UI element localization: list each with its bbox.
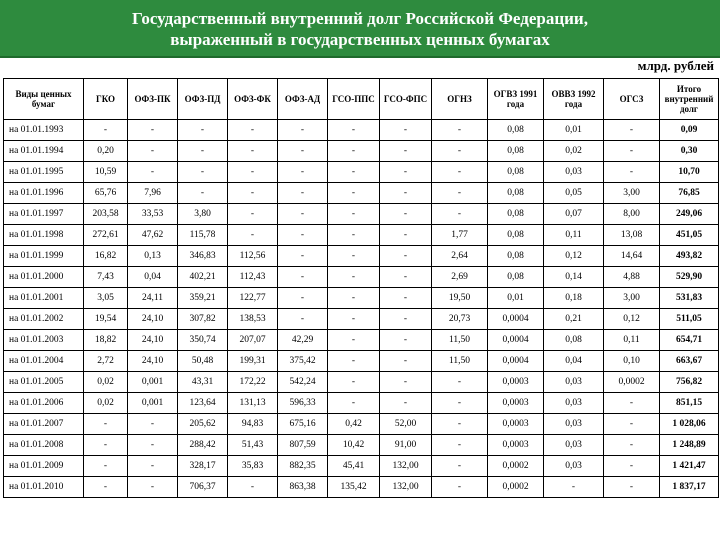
- table-row: [4, 372, 719, 393]
- row-total: 531,83: [660, 288, 719, 309]
- table-cell: 3,00: [604, 288, 660, 309]
- row-date: на 01.01.1993: [4, 120, 84, 141]
- table-row: [4, 267, 719, 288]
- table-cell: 42,29: [278, 330, 328, 351]
- table-cell: 1,77: [432, 225, 488, 246]
- table-row: [4, 141, 719, 162]
- table-cell: -: [128, 435, 178, 456]
- table-cell: -: [328, 246, 380, 267]
- row-date: на 01.01.2003: [4, 330, 84, 351]
- table-body: [4, 120, 719, 498]
- table-cell: 542,24: [278, 372, 328, 393]
- row-total: 76,85: [660, 183, 719, 204]
- table-cell: 0,03: [544, 393, 604, 414]
- table-cell: 24,10: [128, 351, 178, 372]
- table-cell: 0,04: [544, 351, 604, 372]
- table-cell: 4,88: [604, 267, 660, 288]
- table-cell: 94,83: [228, 414, 278, 435]
- table-cell: -: [328, 288, 380, 309]
- table-cell: 328,17: [178, 456, 228, 477]
- table-cell: -: [328, 372, 380, 393]
- table-row: [4, 309, 719, 330]
- column-header: Итого внутренний долг: [660, 79, 719, 120]
- table-cell: -: [328, 225, 380, 246]
- table-cell: 3,00: [604, 183, 660, 204]
- table-cell: -: [380, 393, 432, 414]
- row-date: на 01.01.1999: [4, 246, 84, 267]
- table-cell: 0,0003: [488, 414, 544, 435]
- table-cell: 0,001: [128, 393, 178, 414]
- table-row: [4, 162, 719, 183]
- table-cell: 0,01: [544, 120, 604, 141]
- table-cell: -: [178, 162, 228, 183]
- table-cell: -: [328, 267, 380, 288]
- column-header: ОФЗ-АД: [278, 79, 328, 120]
- row-total: 0,09: [660, 120, 719, 141]
- row-date: на 01.01.2004: [4, 351, 84, 372]
- table-cell: -: [432, 162, 488, 183]
- table-cell: -: [84, 120, 128, 141]
- table-cell: -: [278, 204, 328, 225]
- table-cell: 0,02: [84, 393, 128, 414]
- column-header: ОГСЗ: [604, 79, 660, 120]
- table-cell: 0,08: [488, 225, 544, 246]
- table-cell: -: [380, 183, 432, 204]
- table-cell: -: [328, 120, 380, 141]
- table-cell: 205,62: [178, 414, 228, 435]
- table-row: [4, 330, 719, 351]
- table-cell: -: [328, 162, 380, 183]
- units-label: млрд. рублей: [637, 58, 714, 73]
- table-cell: 24,10: [128, 309, 178, 330]
- table-cell: 11,50: [432, 330, 488, 351]
- table-cell: 135,42: [328, 477, 380, 498]
- table-cell: 11,50: [432, 351, 488, 372]
- table-cell: -: [432, 477, 488, 498]
- table-cell: -: [604, 120, 660, 141]
- table-cell: 0,0002: [488, 456, 544, 477]
- table-row: [4, 204, 719, 225]
- row-total: 1 421,47: [660, 456, 719, 477]
- column-header: ГСО-ППС: [328, 79, 380, 120]
- table-row: [4, 183, 719, 204]
- table-cell: -: [228, 162, 278, 183]
- table-cell: -: [178, 120, 228, 141]
- table-cell: 203,58: [84, 204, 128, 225]
- table-cell: -: [278, 309, 328, 330]
- table-cell: 807,59: [278, 435, 328, 456]
- row-total: 1 837,17: [660, 477, 719, 498]
- table-cell: 35,83: [228, 456, 278, 477]
- row-total: 493,82: [660, 246, 719, 267]
- table-cell: 3,80: [178, 204, 228, 225]
- table-cell: 0,02: [84, 372, 128, 393]
- table-cell: 0,03: [544, 372, 604, 393]
- table-row: [4, 120, 719, 141]
- table-cell: -: [278, 183, 328, 204]
- table-cell: -: [604, 393, 660, 414]
- title-line-2: выраженный в государственных ценных бумагах: [170, 30, 550, 49]
- table-cell: -: [380, 330, 432, 351]
- column-header: ОФЗ-ПК: [128, 79, 178, 120]
- table-cell: 0,08: [488, 267, 544, 288]
- table-cell: -: [228, 225, 278, 246]
- table-cell: 0,02: [544, 141, 604, 162]
- row-total: 1 248,89: [660, 435, 719, 456]
- table-cell: 19,54: [84, 309, 128, 330]
- table-cell: -: [432, 435, 488, 456]
- table-row: [4, 246, 719, 267]
- table-cell: 0,0003: [488, 393, 544, 414]
- table-cell: 50,48: [178, 351, 228, 372]
- table-cell: 43,31: [178, 372, 228, 393]
- column-header: ОГНЗ: [432, 79, 488, 120]
- column-header: ОФЗ-ФК: [228, 79, 278, 120]
- table-cell: -: [328, 393, 380, 414]
- table-cell: 0,08: [488, 246, 544, 267]
- table-row: [4, 393, 719, 414]
- table-cell: 0,0002: [604, 372, 660, 393]
- table-cell: -: [328, 141, 380, 162]
- table-cell: 0,0004: [488, 351, 544, 372]
- table-cell: 0,42: [328, 414, 380, 435]
- table-cell: 123,64: [178, 393, 228, 414]
- table-cell: 138,53: [228, 309, 278, 330]
- row-date: на 01.01.2002: [4, 309, 84, 330]
- table-cell: 0,001: [128, 372, 178, 393]
- table-cell: -: [432, 120, 488, 141]
- table-row: [4, 288, 719, 309]
- row-date: на 01.01.2006: [4, 393, 84, 414]
- row-date: на 01.01.2005: [4, 372, 84, 393]
- table-cell: -: [380, 141, 432, 162]
- table-cell: -: [278, 246, 328, 267]
- table-cell: -: [228, 183, 278, 204]
- table-cell: -: [128, 162, 178, 183]
- table-cell: -: [432, 456, 488, 477]
- table-cell: -: [380, 204, 432, 225]
- table-cell: -: [604, 435, 660, 456]
- row-date: на 01.01.2001: [4, 288, 84, 309]
- table-cell: 24,10: [128, 330, 178, 351]
- row-date: на 01.01.1996: [4, 183, 84, 204]
- table-cell: -: [432, 183, 488, 204]
- table-cell: 0,11: [544, 225, 604, 246]
- row-total: 451,05: [660, 225, 719, 246]
- title-banner: [0, 0, 720, 58]
- table-cell: -: [128, 414, 178, 435]
- row-total: 756,82: [660, 372, 719, 393]
- table-cell: -: [84, 414, 128, 435]
- table-cell: 2,72: [84, 351, 128, 372]
- table-cell: 172,22: [228, 372, 278, 393]
- table-cell: -: [604, 141, 660, 162]
- table-cell: 0,08: [488, 162, 544, 183]
- table-cell: 596,33: [278, 393, 328, 414]
- table-cell: -: [432, 414, 488, 435]
- header-row: [4, 79, 719, 120]
- table-cell: 0,14: [544, 267, 604, 288]
- table-cell: 24,11: [128, 288, 178, 309]
- table-cell: 0,01: [488, 288, 544, 309]
- row-total: 511,05: [660, 309, 719, 330]
- table-cell: 0,10: [604, 351, 660, 372]
- table-cell: 65,76: [84, 183, 128, 204]
- table-cell: 112,56: [228, 246, 278, 267]
- table-cell: 0,08: [488, 120, 544, 141]
- table-cell: 0,0002: [488, 477, 544, 498]
- table-cell: 10,59: [84, 162, 128, 183]
- table-cell: -: [228, 477, 278, 498]
- table-row: [4, 351, 719, 372]
- table-cell: -: [128, 477, 178, 498]
- table-cell: 0,20: [84, 141, 128, 162]
- column-header: ОФЗ-ПД: [178, 79, 228, 120]
- table-row: [4, 435, 719, 456]
- table-cell: -: [178, 183, 228, 204]
- table-cell: 112,43: [228, 267, 278, 288]
- table-cell: 882,35: [278, 456, 328, 477]
- row-total: 663,67: [660, 351, 719, 372]
- title-line-1: Государственный внутренний долг Российской Федерации,: [132, 9, 588, 28]
- table-cell: 0,08: [488, 183, 544, 204]
- table-cell: 7,43: [84, 267, 128, 288]
- row-date: на 01.01.2008: [4, 435, 84, 456]
- table-cell: -: [278, 141, 328, 162]
- column-header: ОГВЗ 1991 года: [488, 79, 544, 120]
- table-cell: -: [380, 246, 432, 267]
- table-cell: -: [380, 225, 432, 246]
- table-cell: 199,31: [228, 351, 278, 372]
- debt-table: [3, 78, 719, 498]
- table-cell: 2,69: [432, 267, 488, 288]
- table-cell: 19,50: [432, 288, 488, 309]
- table-cell: -: [328, 183, 380, 204]
- table-cell: 20,73: [432, 309, 488, 330]
- table-cell: -: [380, 372, 432, 393]
- table-cell: -: [278, 267, 328, 288]
- table-cell: -: [278, 225, 328, 246]
- table-cell: 0,0004: [488, 309, 544, 330]
- table-cell: 45,41: [328, 456, 380, 477]
- table-cell: 0,03: [544, 162, 604, 183]
- table-cell: 402,21: [178, 267, 228, 288]
- row-total: 0,30: [660, 141, 719, 162]
- table-cell: 350,74: [178, 330, 228, 351]
- column-header: ГСО-ФПС: [380, 79, 432, 120]
- table-cell: 18,82: [84, 330, 128, 351]
- row-date: на 01.01.1994: [4, 141, 84, 162]
- table-cell: -: [128, 456, 178, 477]
- table-cell: 346,83: [178, 246, 228, 267]
- table-cell: -: [604, 162, 660, 183]
- row-date: на 01.01.2007: [4, 414, 84, 435]
- row-date: на 01.01.2000: [4, 267, 84, 288]
- table-cell: 0,03: [544, 456, 604, 477]
- table-cell: -: [604, 414, 660, 435]
- table-cell: 0,08: [544, 330, 604, 351]
- table-cell: -: [228, 204, 278, 225]
- table-cell: 0,0003: [488, 435, 544, 456]
- row-date: на 01.01.1995: [4, 162, 84, 183]
- table-cell: 47,62: [128, 225, 178, 246]
- table-cell: 8,00: [604, 204, 660, 225]
- table-cell: 0,12: [544, 246, 604, 267]
- table-cell: -: [604, 456, 660, 477]
- table-cell: -: [278, 162, 328, 183]
- table-cell: -: [328, 330, 380, 351]
- table-cell: 0,03: [544, 414, 604, 435]
- row-total: 10,70: [660, 162, 719, 183]
- table-cell: 0,0003: [488, 372, 544, 393]
- table-cell: 51,43: [228, 435, 278, 456]
- table-cell: -: [380, 267, 432, 288]
- table-cell: -: [380, 288, 432, 309]
- table-cell: 52,00: [380, 414, 432, 435]
- table-cell: -: [328, 309, 380, 330]
- table-row: [4, 456, 719, 477]
- table-cell: 0,18: [544, 288, 604, 309]
- table-cell: 2,64: [432, 246, 488, 267]
- table-cell: 288,42: [178, 435, 228, 456]
- table-cell: 675,16: [278, 414, 328, 435]
- table-cell: -: [328, 204, 380, 225]
- table-cell: -: [128, 141, 178, 162]
- table-row: [4, 414, 719, 435]
- table-cell: -: [432, 204, 488, 225]
- table-row: [4, 225, 719, 246]
- table-cell: 13,08: [604, 225, 660, 246]
- table-cell: -: [84, 456, 128, 477]
- table-cell: 207,07: [228, 330, 278, 351]
- row-date: на 01.01.1998: [4, 225, 84, 246]
- table-cell: -: [228, 141, 278, 162]
- table-cell: -: [380, 162, 432, 183]
- row-total: 654,71: [660, 330, 719, 351]
- table-cell: 0,12: [604, 309, 660, 330]
- table-cell: 375,42: [278, 351, 328, 372]
- table-cell: -: [432, 393, 488, 414]
- table-row: [4, 477, 719, 498]
- table-cell: 3,05: [84, 288, 128, 309]
- table-cell: -: [432, 372, 488, 393]
- table-cell: -: [380, 309, 432, 330]
- table-cell: -: [278, 288, 328, 309]
- table-cell: 33,53: [128, 204, 178, 225]
- table-cell: 115,78: [178, 225, 228, 246]
- row-date: на 01.01.2010: [4, 477, 84, 498]
- row-date: на 01.01.1997: [4, 204, 84, 225]
- row-total: 249,06: [660, 204, 719, 225]
- column-header: ОВВЗ 1992 года: [544, 79, 604, 120]
- table-cell: -: [380, 120, 432, 141]
- table-cell: 16,82: [84, 246, 128, 267]
- column-header: ГКО: [84, 79, 128, 120]
- table-cell: 0,08: [488, 141, 544, 162]
- table-cell: -: [604, 477, 660, 498]
- table-cell: 359,21: [178, 288, 228, 309]
- table-cell: 131,13: [228, 393, 278, 414]
- table-cell: 91,00: [380, 435, 432, 456]
- table-cell: 272,61: [84, 225, 128, 246]
- table-cell: 0,11: [604, 330, 660, 351]
- table-cell: 0,08: [488, 204, 544, 225]
- table-cell: 706,37: [178, 477, 228, 498]
- table-cell: 132,00: [380, 456, 432, 477]
- table-cell: 10,42: [328, 435, 380, 456]
- table-cell: 0,03: [544, 435, 604, 456]
- table-cell: 307,82: [178, 309, 228, 330]
- table-cell: 132,00: [380, 477, 432, 498]
- table-cell: -: [544, 477, 604, 498]
- column-header: Виды ценных бумаг: [4, 79, 84, 120]
- table-cell: 0,13: [128, 246, 178, 267]
- table-cell: 122,77: [228, 288, 278, 309]
- table-cell: -: [432, 141, 488, 162]
- row-total: 851,15: [660, 393, 719, 414]
- table-cell: -: [328, 351, 380, 372]
- table-cell: 0,21: [544, 309, 604, 330]
- table-cell: -: [278, 120, 328, 141]
- table-cell: 14,64: [604, 246, 660, 267]
- table-cell: 0,04: [128, 267, 178, 288]
- table-cell: -: [380, 351, 432, 372]
- table-cell: 0,0004: [488, 330, 544, 351]
- table-cell: -: [178, 141, 228, 162]
- table-cell: 0,05: [544, 183, 604, 204]
- row-total: 529,90: [660, 267, 719, 288]
- row-date: на 01.01.2009: [4, 456, 84, 477]
- table-cell: -: [228, 120, 278, 141]
- table-cell: -: [84, 477, 128, 498]
- table-cell: -: [84, 435, 128, 456]
- table-cell: -: [128, 120, 178, 141]
- row-total: 1 028,06: [660, 414, 719, 435]
- table-cell: 863,38: [278, 477, 328, 498]
- table-cell: 7,96: [128, 183, 178, 204]
- table-cell: 0,07: [544, 204, 604, 225]
